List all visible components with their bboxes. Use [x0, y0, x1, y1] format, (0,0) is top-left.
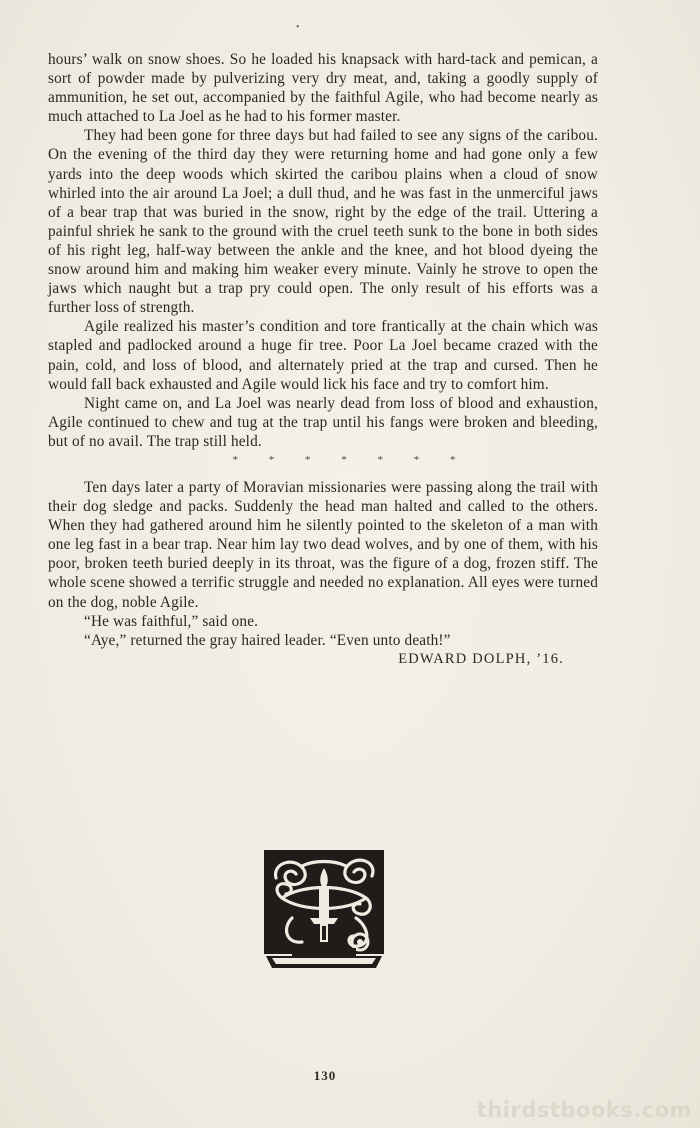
paragraph-3: Agile realized his master’s condition and tore frantically at the chain which was stapled and padlocked around a huge fir tree. Poor La Joel became crazed with the pain, cold, and loss of blood, and alternately pried at the trap and cursed. Then he would fall back exhausted and Agile would lick his face and try to comfort him.: [48, 318, 598, 393]
paragraph-6: “He was faithful,” said one.: [84, 612, 259, 630]
page-number: 130: [313, 1068, 337, 1083]
top-mark: •: [296, 22, 300, 33]
story-text: [48, 50, 598, 669]
paragraph-5: Ten days later a party of Moravian missionaries were passing along the trail with their dog sledge and packs. Suddenly the head man halted and called to the others. When they had gathered around him he silently pointed to the skeleton of a man with one leg fast in a bear trap. Near him lay two dead wolves, and by one of them, with his poor, broken teeth buried deeply in its throat, was the figure of a dog, frozen stiff. The whole scene showed a terrific struggle and needed no explanation. All eyes were turned on the dog, noble Agile.: [48, 478, 598, 611]
paragraph-7: “Aye,” returned the gray haired leader. “Even unto death!”: [84, 631, 451, 649]
watermark-text: thirdstbooks.com: [476, 1098, 692, 1122]
paragraph-2: They had been gone for three days but had failed to see any signs of the caribou. On the evening of the third day they were returning home and had gone only a few yards into the deep woods which skirted the caribou plains when a cloud of snow whirled into the air around La Joel; a dull thud, and he was fast in the unmerciful jaws of a bear trap that was buried in the snow, right by the edge of the trail. Uttering a painful shriek he sank to the ground with the cruel teeth sunk to the bone in both sides of his right leg, half-way between the ankle and the knee, and hot blood dyeing the snow around him and making him weaker every minute. Vainly he strove to open the jaws which naught but a trap pry could open. The only result of his efforts was a further loss of strength.: [48, 127, 598, 317]
paragraph-1: hours’ walk on snow shoes. So he loaded his knapsack with hard-tack and pemican, a sort of powder made by pulverizing very dry meat, and, taking a goodly supply of ammunition, he set out, accompanied by the faithful Agile, who had become nearly as much attached to La Joel as he had to his former master.: [48, 51, 598, 126]
section-break-stars: * * * * * * *: [232, 453, 470, 466]
candlestick-ornament-icon: [262, 848, 386, 973]
author-signature: EDWARD DOLPH, ’16.: [398, 650, 564, 667]
paragraph-4: Night came on, and La Joel was nearly dead from loss of blood and exhaustion, Agile continued to chew and tug at the trap until his fangs were broken and bleeding, but of no avail. The trap still held.: [48, 394, 598, 450]
